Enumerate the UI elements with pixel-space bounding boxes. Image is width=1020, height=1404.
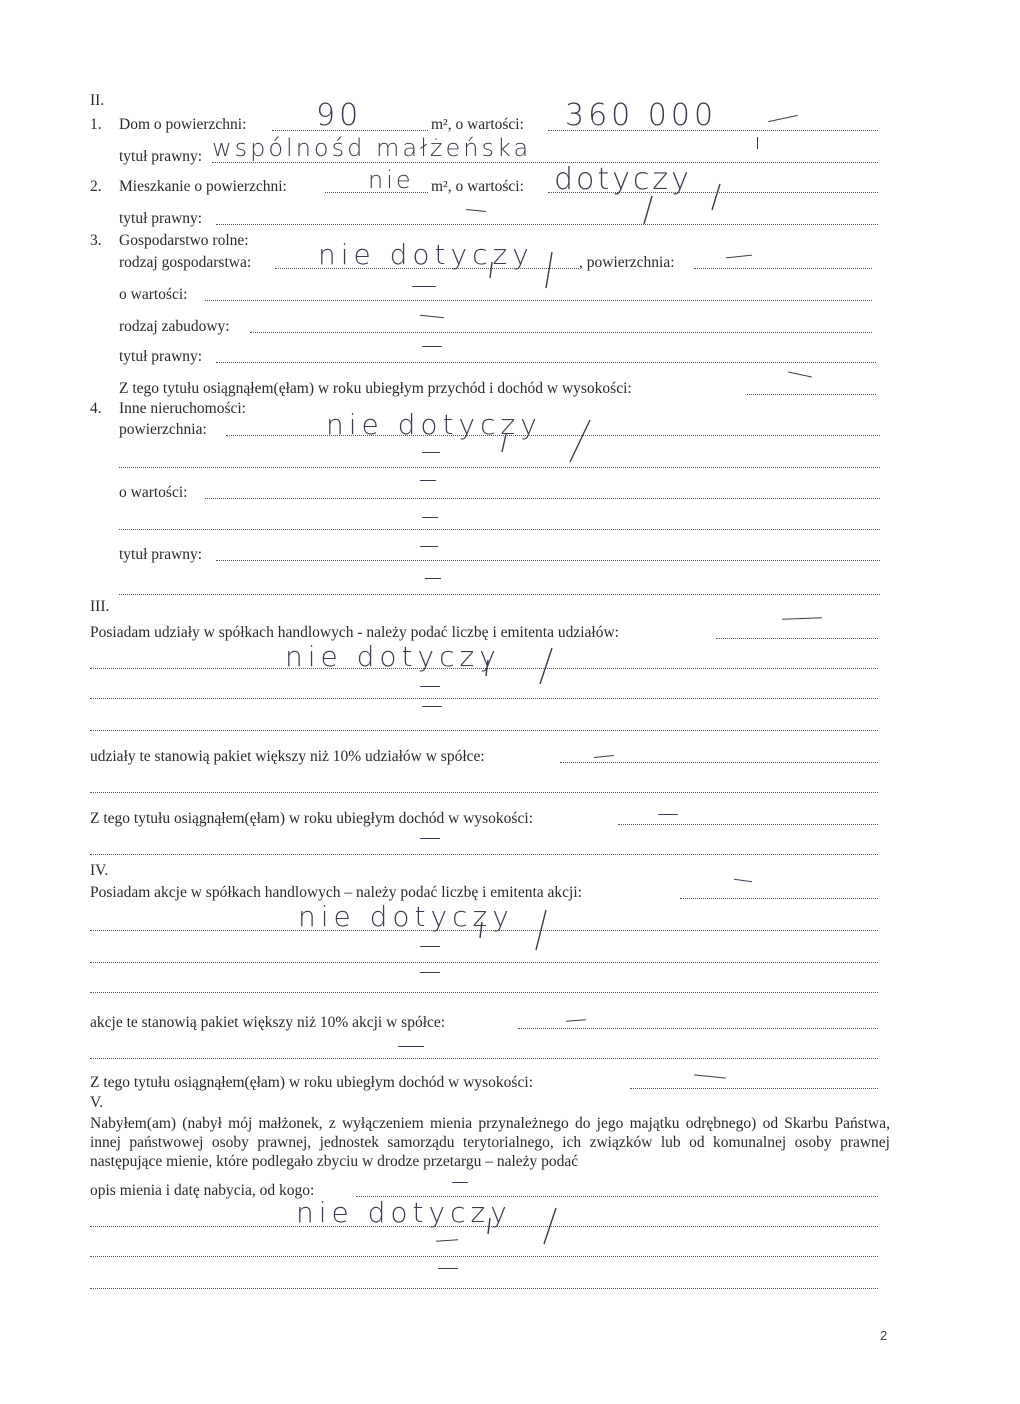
item4-area-label: powierzchnia: xyxy=(119,421,207,438)
tail-stocks xyxy=(536,910,546,950)
item3-number: 3. xyxy=(90,232,102,249)
item4-number: 4. xyxy=(90,400,102,417)
item3-value-label: o wartości: xyxy=(119,286,188,303)
hw-item2-value: dotyczy xyxy=(554,162,692,197)
section-ii-heading: II. xyxy=(90,92,105,109)
tail-shares xyxy=(540,648,552,684)
stocks-package-label: akcje te stanowią pakiet większy niż 10% akcji w spółce: xyxy=(90,1014,446,1031)
section-v-paragraph: Nabyłem(am) (nabył mój małżonek, z wyłączeniem mienia przynależnego do jego majątku odrębnego) od Skarbu Państwa, innej państwowej osoby prawnej, jednostek samorządu terytorialnego, ich związków lub od komunalnej osoby prawnej następujące mienie, które podlegało zbyciu w drodze przetargu – należy podać xyxy=(90,1115,890,1170)
stocks-income-label: Z tego tytułu osiągnąłem(ęłam) w roku ubiegłym dochód w wysokości: xyxy=(90,1074,533,1091)
item2-area-label: Mieszkanie o powierzchni: xyxy=(119,178,287,195)
tail-item3-type-b xyxy=(490,262,492,278)
item1-number: 1. xyxy=(90,116,102,133)
shares-label: Posiadam udziały w spółkach handlowych - należy podać liczbę i emitenta udziałów: xyxy=(90,624,619,641)
tail-item2-value-b xyxy=(644,196,652,224)
hw-item2-area: nie xyxy=(368,166,414,194)
page-number: 2 xyxy=(880,1328,888,1343)
item3-type-label: rodzaj gospodarstwa: xyxy=(119,254,252,271)
dotyczy-tails xyxy=(480,184,720,1244)
tail-item3-type xyxy=(546,252,552,288)
hw-shares: nie dotyczy xyxy=(285,640,501,673)
tail-item2-value xyxy=(712,184,720,210)
section-v-paragraph-last: opis mienia i datę nabycia, od kogo: xyxy=(90,1182,315,1199)
tail-property xyxy=(544,1208,556,1244)
item3-title-label: tytuł prawny: xyxy=(119,348,203,365)
item3-building-label: rodzaj zabudowy: xyxy=(119,318,230,335)
item1-area-label: Dom o powierzchni: xyxy=(119,116,247,133)
item4-value-label: o wartości: xyxy=(119,484,188,501)
item4-title-label: tytuł prawny: xyxy=(119,546,203,563)
hw-item1-title: wspólnośd małżeńska xyxy=(212,134,532,162)
section-v-heading: V. xyxy=(90,1094,104,1111)
item2-title-label: tytuł prawny: xyxy=(119,210,203,227)
item3-heading: Gospodarstwo rolne: xyxy=(119,232,249,249)
item4-heading: Inne nieruchomości: xyxy=(119,400,246,417)
shares-package-label: udziały te stanowią pakiet większy niż 10% udziałów w spółce: xyxy=(90,748,485,765)
hw-stocks: nie dotyczy xyxy=(298,900,514,933)
section-iii-heading: III. xyxy=(90,598,110,615)
hw-item1-value: 360 000 xyxy=(565,98,718,133)
item3-area-label: , powierzchnia: xyxy=(579,254,675,271)
tail-shares-b xyxy=(486,660,488,676)
item2-value-label: m², o wartości: xyxy=(431,178,524,195)
hw-item3-type: nie dotyczy xyxy=(318,238,534,271)
hw-item4-area: nie dotyczy xyxy=(326,408,542,441)
item1-value-label: m², o wartości: xyxy=(431,116,524,133)
section-iv-heading: IV. xyxy=(90,862,109,879)
hw-property: nie dotyczy xyxy=(296,1196,512,1229)
stocks-label: Posiadam akcje w spółkach handlowych – należy podać liczbę i emitenta akcji: xyxy=(90,884,582,901)
tail-stocks-b xyxy=(480,922,482,938)
item2-number: 2. xyxy=(90,178,102,195)
tail-property-b xyxy=(488,1218,490,1234)
shares-income-label: Z tego tytułu osiągnąłem(ęłam) w roku ubiegłym dochód w wysokości: xyxy=(90,810,533,827)
tail-item4-area-b xyxy=(502,434,506,452)
tail-item4-area xyxy=(570,420,590,462)
item1-title-label: tytuł prawny: xyxy=(119,148,203,165)
hw-item1-area: 90 xyxy=(316,98,363,133)
item3-income-label: Z tego tytułu osiągnąłem(ęłam) w roku ubiegłym przychód i dochód w wysokości: xyxy=(119,380,632,397)
